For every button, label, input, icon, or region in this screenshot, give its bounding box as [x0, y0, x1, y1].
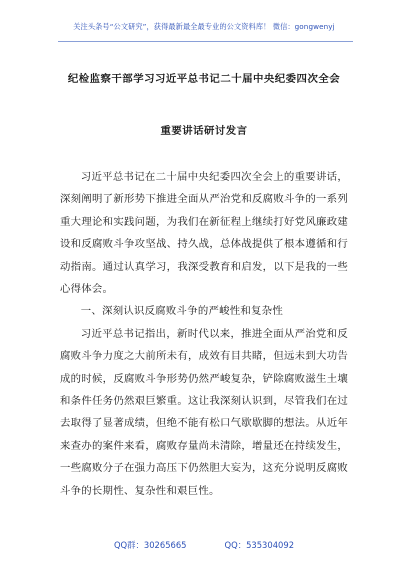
paragraph-section-1: 习近平总书记指出，新时代以来，推进全面从严治党和反腐败斗争力度之大前所未有，成效有目共睹，但远未到大功告成的时候，反腐败斗争形势仍然严峻复杂，铲除腐败滋生土壤和条件任务仍然艰巨繁重。这让我深刻认识到，尽管我们在过去取得了显著成绩，但绝不能有松口气歇歇脚的想法。从近年来查办的案件来看，腐败存量尚未清除，增量还在持续发生，一些腐败分子在强力高压下仍然胆大妄为，这充分说明反腐败斗争的长期性、复杂性和艰巨性。: [60, 327, 348, 497]
section-heading-1: 一、深刻认识反腐败斗争的严峻性和复杂性: [80, 305, 283, 318]
header-divider: [58, 41, 353, 42]
document-subtitle: 重要讲话研讨发言: [160, 125, 248, 137]
footer-qq-group: QQ群：30265665: [113, 540, 187, 550]
header-notice: 关注头条号“公文研究”，获得最新最全最专业的公文资料库！ 微信：gongwenyj: [73, 22, 335, 31]
paragraph-intro: 习近平总书记在二十届中央纪委四次全会上的重要讲话，深刻阐明了新形势下推进全面从严治党和反腐败斗争的一系列重大理论和实践问题，为我们在新征程上继续打好党风廉政建设和反腐败斗争攻坚战、持久战，总体战提供了根本遵循和行动指南。通过认真学习，我深受教育和启发，以下是我的一些心得体会。: [60, 171, 348, 296]
footer-contact: [0, 539, 408, 551]
footer-qq: QQ：535304092: [224, 540, 295, 550]
document-title: 纪检监察干部学习习近平总书记二十届中央纪委四次全会: [67, 73, 341, 85]
document-body: [60, 166, 348, 502]
